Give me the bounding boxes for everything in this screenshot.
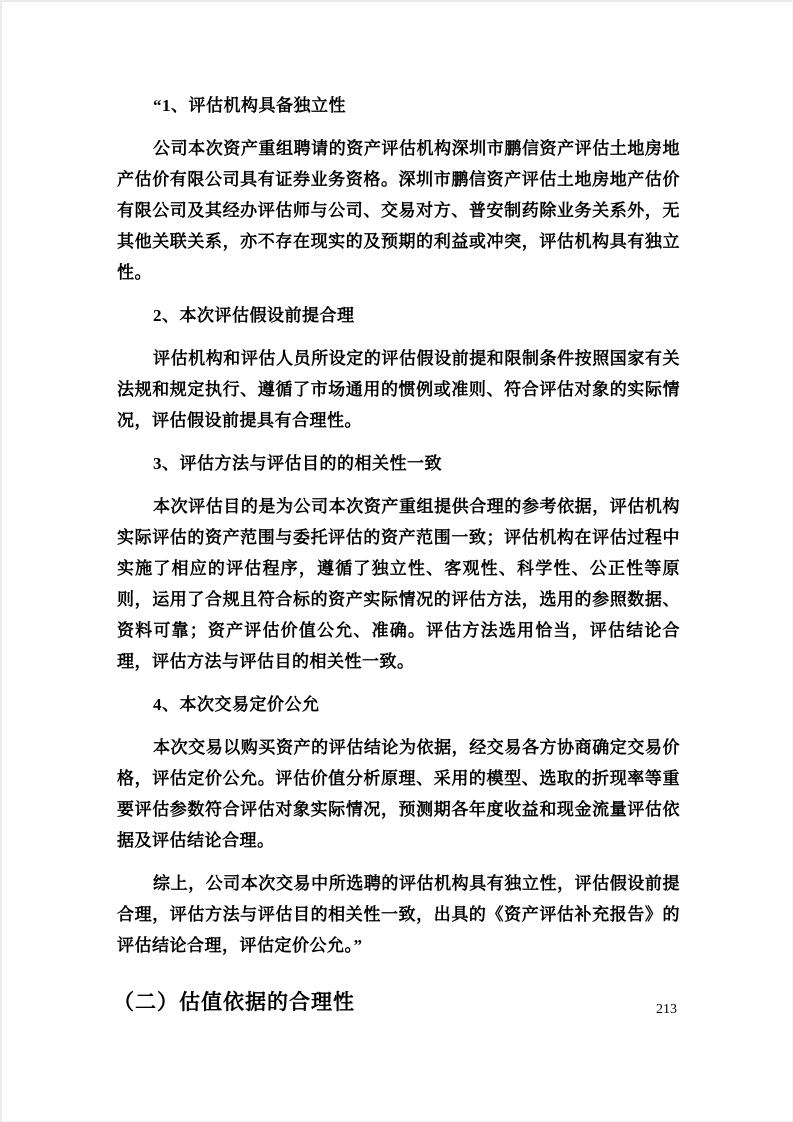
document-body: [113, 90, 680, 1017]
subsection-heading-4: 4、本次交易定价公允: [153, 695, 320, 714]
page-number: 213: [656, 1002, 677, 1017]
subsection-heading-3: 3、评估方法与评估目的的相关性一致: [153, 454, 442, 473]
paragraph-conclusion: 综上，公司本次交易中所选聘的评估机构具有独立性，评估假设前提合理，评估方法与评估目的相关性一致，出具的《资产评估补充报告》的评估结论合理，评估定价公允。”: [117, 874, 680, 955]
subsection-heading-1: “1、评估机构具备独立性: [153, 96, 346, 115]
subsection-heading-2: 2、本次评估假设前提合理: [153, 306, 355, 325]
section-heading-valuation-basis: （二）估值依据的合理性: [113, 991, 355, 1014]
paragraph-assumptions: 评估机构和评估人员所设定的评估假设前提和限制条件按照国家有关法规和规定执行、遵循了市场通用的惯例或准则、符合评估对象的实际情况，评估假设前提具有合理性。: [117, 349, 680, 430]
paragraph-method-relevance: 本次评估目的是为公司本次资产重组提供合理的参考依据，评估机构实际评估的资产范围与委托评估的资产范围一致；评估机构在评估过程中实施了相应的评估程序，遵循了独立性、客观性、科学性、公正性等原则，运用了合规且符合标的资产实际情况的评估方法，选用的参照数据、资料可靠；资产评估价值公允、准确。评估方法选用恰当，评估结论合理，评估方法与评估目的相关性一致。: [117, 497, 680, 671]
paragraph-independence: 公司本次资产重组聘请的资产评估机构深圳市鹏信资产评估土地房地产估价有限公司具有证券业务资格。深圳市鹏信资产评估土地房地产估价有限公司及其经办评估师与公司、交易对方、普安制药除业务关系外，无其他关联关系，亦不存在现实的及预期的利益或冲突，评估机构具有独立性。: [117, 139, 680, 282]
paragraph-pricing-fairness: 本次交易以购买资产的评估结论为依据，经交易各方协商确定交易价格，评估定价公允。评估价值分析原理、采用的模型、选取的折现率等重要评估参数符合评估对象实际情况，预测期各年度收益和现金流量评估依据及评估结论合理。: [117, 738, 680, 850]
